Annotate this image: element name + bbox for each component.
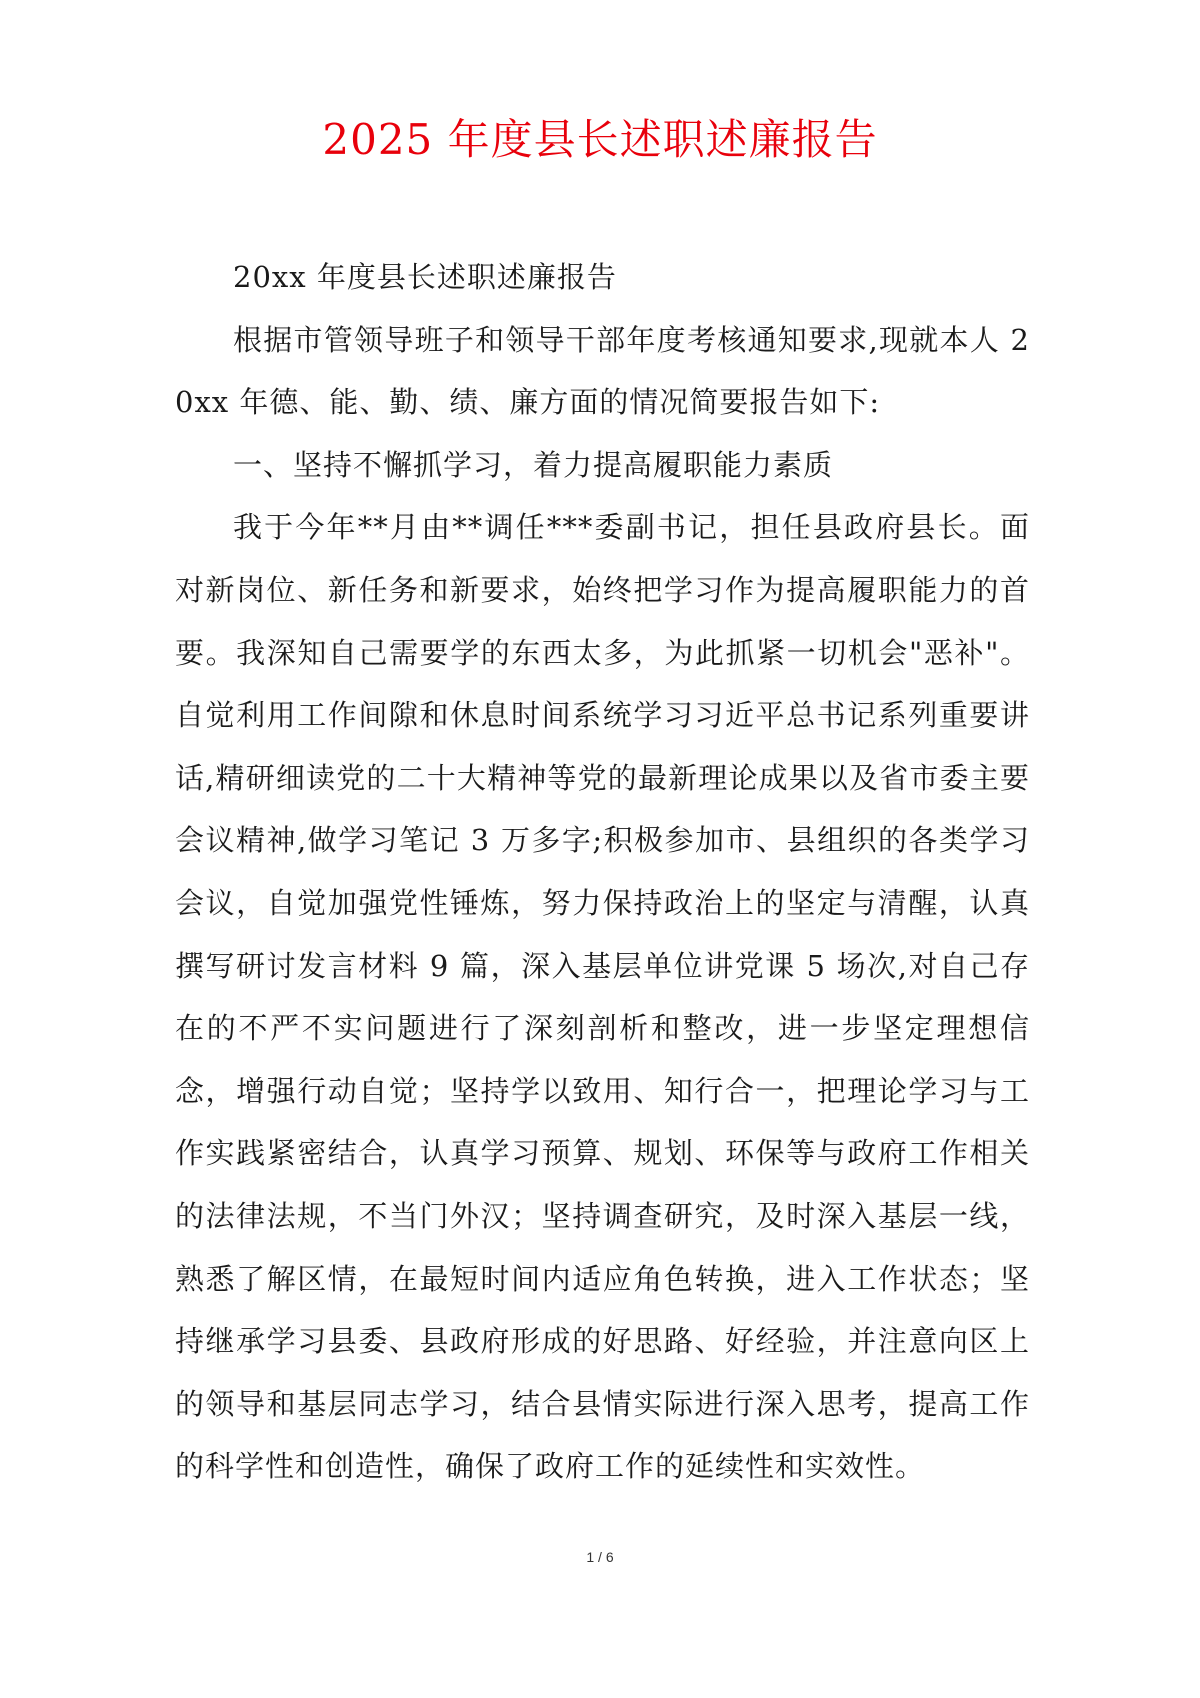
body-paragraph: 我于今年**月由**调任***委副书记，担任县政府县长。面对新岗位、新任务和新要求，始终把学习作为提高履职能力的首要。我深知自己需要学的东西太多，为此抓紧一切机会"恶补"。自觉利用工作间隙和休息时间系统学习习近平总书记系列重要讲话,精研细读党的二十大精神等党的最新理论成果以及省市委主要会议精神,做学习笔记 3 万多字;积极参加市、县组织的各类学习会议，自觉加强党性锤炼，努力保持政治上的坚定与清醒，认真撰写研讨发言材料 9 篇，深入基层单位讲党课 5 场次,对自己存在的不严不实问题进行了深刻剖析和整改，进一步坚定理想信念，增强行动自觉；坚持学以致用、知行合一，把理论学习与工作实践紧密结合，认真学习预算、规划、环保等与政府工作相关的法律法规，不当门外汉；坚持调查研究，及时深入基层一线，熟悉了解区情，在最短时间内适应角色转换，进入工作状态；坚持继承学习县委、县政府形成的好思路、好经验，并注意向区上的领导和基层同志学习，结合县情实际进行深入思考，提高工作的科学性和创造性，确保了政府工作的延续性和实效性。 — [175, 510, 1030, 1484]
document-body — [175, 246, 1030, 1498]
document-title: 2025 年度县长述职述廉报告 — [322, 115, 878, 164]
page-number: 1 / 6 — [586, 1549, 614, 1565]
intro-paragraph: 根据市管领导班子和领导干部年度考核通知要求,现就本人 20xx 年德、能、勤、绩、廉方面的情况简要报告如下: — [175, 322, 1030, 420]
section-heading-1: 一、坚持不懈抓学习，着力提高履职能力素质 — [233, 447, 834, 482]
subtitle-paragraph: 20xx 年度县长述职述廉报告 — [233, 260, 617, 294]
